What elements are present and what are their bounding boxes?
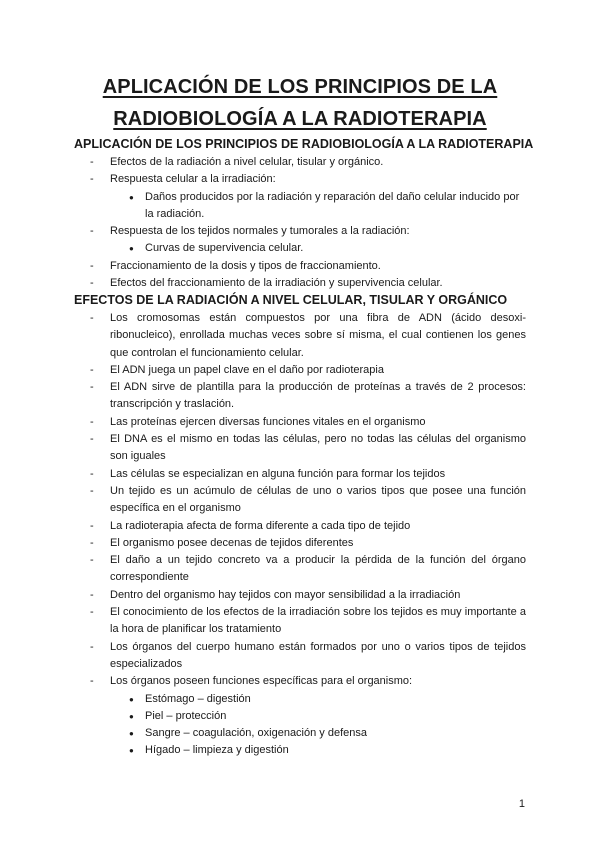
dash-bullet: - — [90, 259, 94, 272]
dash-bullet: - — [90, 467, 94, 480]
list-item — [0, 223, 526, 240]
list-item — [0, 171, 526, 188]
list-item-text: El ADN juega un papel clave en el daño por radioterapia — [110, 363, 384, 376]
list-item-text: Efectos del fraccionamiento de la irradiación y supervivencia celular. — [110, 277, 443, 290]
list-item-text: El organismo posee decenas de tejidos diferentes — [110, 536, 354, 549]
sub-list-item — [0, 742, 526, 759]
dash-bullet: - — [90, 640, 94, 653]
list-item — [0, 154, 526, 171]
sub-list-item-text: Curvas de supervivencia celular. — [145, 242, 304, 255]
list-item — [0, 362, 526, 379]
list-item-text: Los órganos poseen funciones específicas para el organismo: — [110, 675, 413, 688]
document-title-line-2: RADIOBIOLOGÍA A LA RADIOTERAPIA — [113, 108, 487, 130]
list-item — [0, 639, 526, 674]
dash-bullet: - — [90, 225, 94, 238]
dash-bullet: - — [90, 381, 94, 394]
list-item-text: Dentro del organismo hay tejidos con mayor sensibilidad a la irradiación — [110, 588, 461, 601]
sub-list-item-text: Sangre – coagulación, oxigenación y defensa — [145, 727, 367, 740]
sub-list-item-text: Hígado – limpieza y digestión — [145, 744, 289, 757]
dash-bullet: - — [90, 675, 94, 688]
list-item — [0, 518, 526, 535]
dash-bullet: - — [90, 156, 94, 168]
dash-bullet: - — [90, 433, 94, 446]
list-item-text: Respuesta celular a la irradiación: — [110, 173, 276, 186]
list-item — [0, 483, 526, 518]
dot-bullet-icon: ● — [129, 711, 134, 721]
sub-list-item — [0, 240, 526, 257]
list-item — [0, 275, 526, 292]
dash-bullet: - — [90, 312, 94, 324]
list-item-text: Los órganos del cuerpo humano están formados por uno o varios tipos de tejidos especializados — [110, 640, 526, 670]
dot-bullet-icon: ● — [129, 694, 134, 704]
list-item-text: El ADN sirve de plantilla para la producción de proteínas a través de 2 procesos: transcripción y traslación. — [110, 381, 526, 411]
list-item — [0, 604, 526, 639]
list-item-text: Un tejido es un acúmulo de células de uno o varios tipos que posee una función específica en el organismo — [110, 484, 526, 515]
dot-bullet-icon: ● — [129, 729, 134, 739]
dot-bullet-icon: ● — [129, 192, 134, 202]
sub-list-item — [0, 708, 526, 725]
list-item-text: Respuesta de los tejidos normales y tumorales a la radiación: — [110, 225, 410, 238]
list-item-text: La radioterapia afecta de forma diferente a cada tipo de tejido — [110, 519, 411, 532]
list-item — [0, 310, 526, 362]
list-item — [0, 414, 526, 431]
section-1-list — [0, 154, 600, 292]
list-item — [0, 466, 526, 483]
list-item-text: Las proteínas ejercen diversas funciones vitales en el organismo — [110, 415, 426, 428]
list-item — [0, 535, 526, 552]
list-item-text: Los cromosomas están compuestos por una fibra de ADN (ácido desoxi-ribonucleico), enrollada muchas veces sobre sí misma, el cual contienen los genes que controlan el funcionamiento celular. — [110, 312, 526, 359]
dash-bullet: - — [90, 173, 94, 186]
list-item-text: El DNA es el mismo en todas las células, pero no todas las células del organismo son iguales — [110, 433, 526, 463]
sub-list-item — [0, 691, 526, 708]
dash-bullet: - — [90, 363, 94, 376]
dash-bullet: - — [90, 484, 94, 497]
sub-list-item-text: Piel – protección — [145, 709, 227, 722]
section-2-heading: EFECTOS DE LA RADIACIÓN A NIVEL CELULAR, TISULAR Y ORGÁNICO — [74, 293, 508, 307]
dash-bullet: - — [90, 588, 94, 601]
list-item — [0, 431, 526, 466]
dash-bullet: - — [90, 554, 94, 567]
dot-bullet-icon: ● — [129, 244, 134, 254]
list-item — [0, 379, 526, 414]
list-item — [0, 673, 526, 690]
list-item — [0, 552, 526, 587]
list-item — [0, 258, 526, 275]
sub-list-item-text: Daños producidos por la radiación y reparación del daño celular inducido por la radiación. — [145, 190, 520, 220]
list-item-text: El conocimiento de los efectos de la irradiación sobre los tejidos es muy importante a la hora de planificar los tratamiento — [110, 606, 526, 636]
list-item-text: Las células se especializan en alguna función para formar los tejidos — [110, 467, 446, 480]
list-item — [0, 587, 526, 604]
dash-bullet: - — [90, 415, 94, 428]
sub-list-item — [0, 189, 526, 224]
list-item-text: El daño a un tejido concreto va a producir la pérdida de la función del órgano correspondiente — [110, 554, 526, 584]
document-title-line-1: APLICACIÓN DE LOS PRINCIPIOS DE LA — [102, 76, 498, 98]
sub-list-item-text: Estómago – digestión — [145, 692, 251, 705]
sub-list-item — [0, 725, 526, 742]
dash-bullet: - — [90, 519, 94, 532]
section-1-heading: APLICACIÓN DE LOS PRINCIPIOS DE RADIOBIOLOGÍA A LA RADIOTERAPIA — [74, 137, 534, 151]
dot-bullet-icon: ● — [129, 746, 134, 756]
page-number: 1 — [518, 798, 525, 810]
list-item-text: Fraccionamiento de la dosis y tipos de fraccionamiento. — [110, 259, 381, 272]
dash-bullet: - — [90, 277, 94, 290]
list-item-text: Efectos de la radiación a nivel celular, tisular y orgánico. — [110, 156, 384, 168]
dash-bullet: - — [90, 606, 94, 619]
dash-bullet: - — [90, 536, 94, 549]
section-2-list — [0, 310, 600, 760]
